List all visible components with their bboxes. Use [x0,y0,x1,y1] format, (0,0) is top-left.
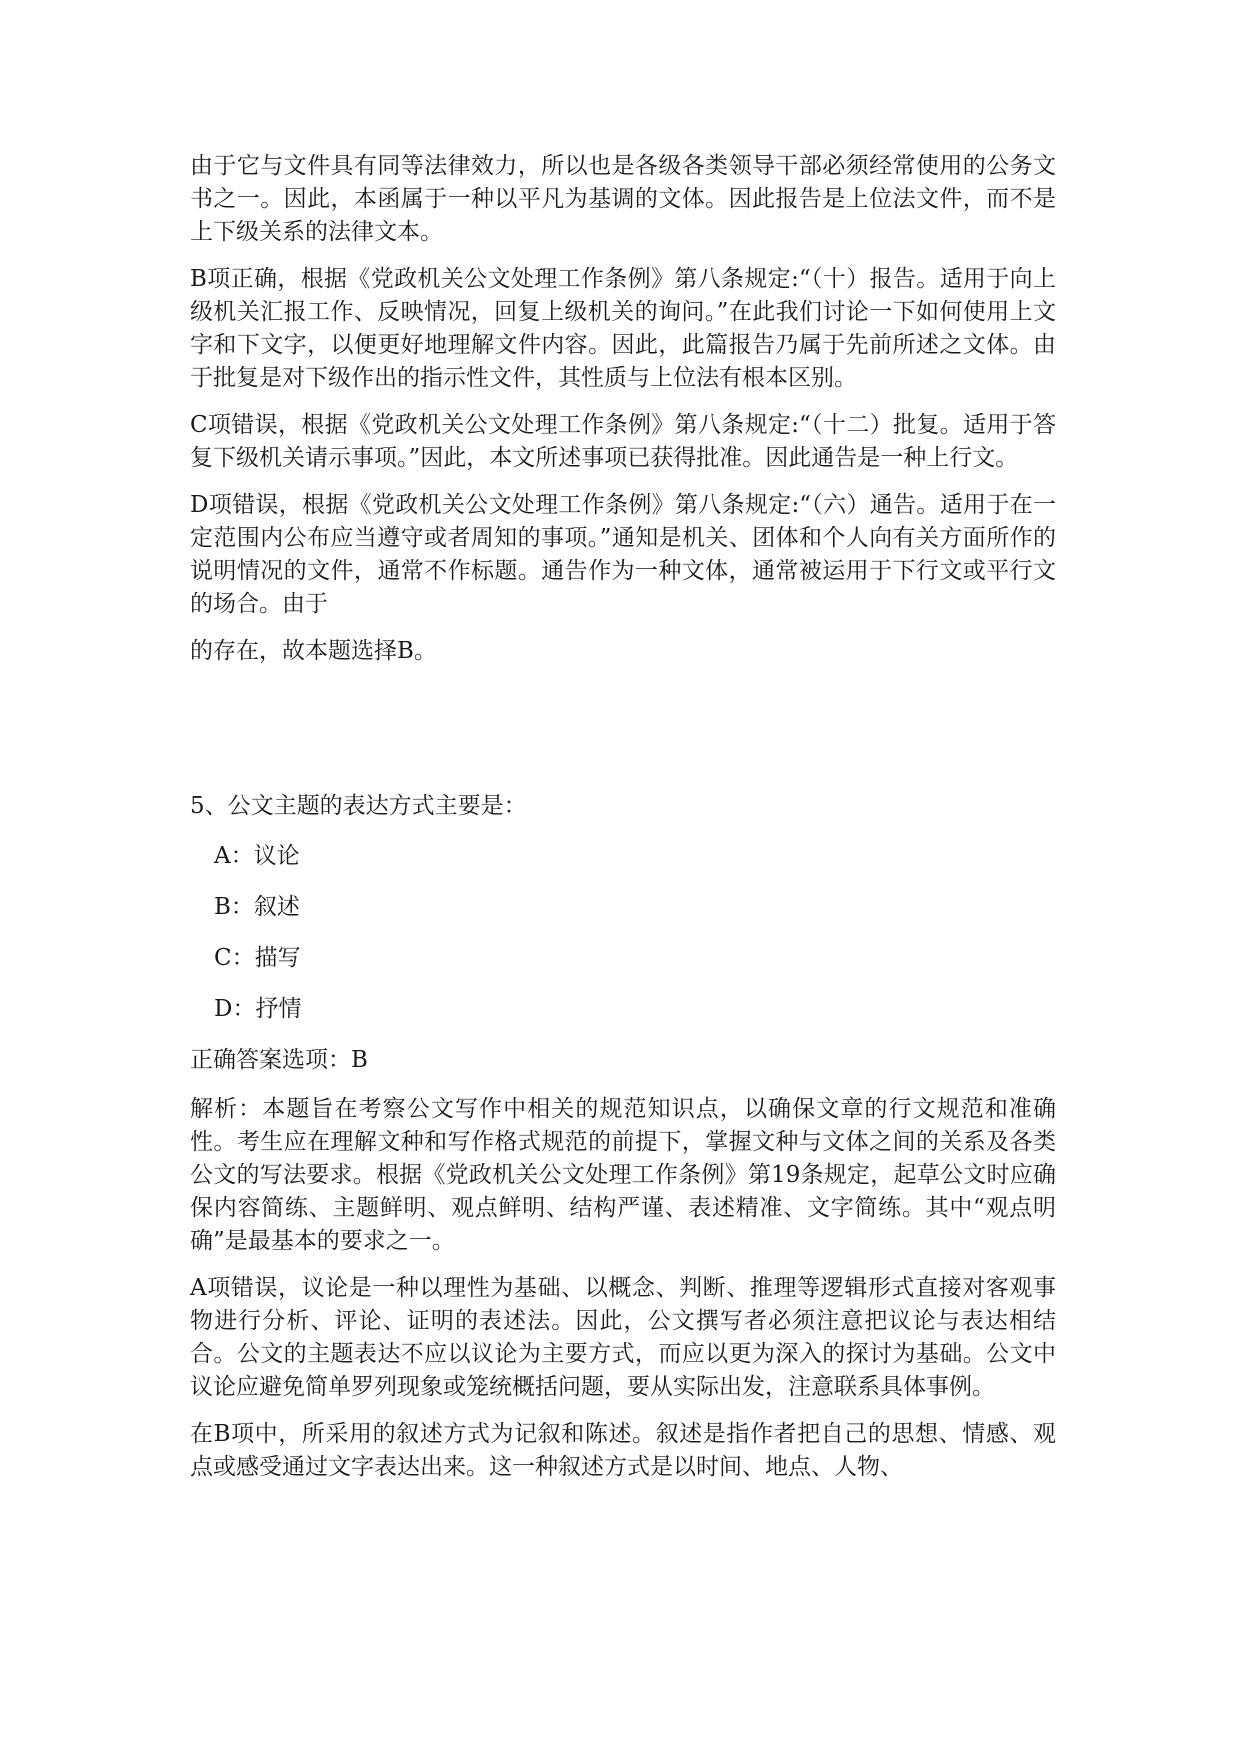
analysis-paragraph: 解析：本题旨在考察公文写作中相关的规范知识点，以确保文章的行文规范和准确性。考生应在理解文种和写作格式规范的前提下，掌握文种与文体之间的关系及各类公文的写法要求。根据《党政机关公文处理工作条例》第19条规定，起草公文时应确保内容简练、主题鲜明、观点鲜明、结构严谨、表述精准、文字简练。其中“观点明确”是最基本的要求之一。 [190,1096,1056,1254]
option-d-explanation: D项错误，根据《党政机关公文处理工作条例》第八条规定:“（六）通告。适用于在一定范围内公布应当遵守或者周知的事项。”通知是机关、团体和个人向有关方面所作的说明情况的文件，通常不作标题。通告作为一种文体，通常被运用于下行文或平行文的场合。由于 [190,492,1056,617]
option-b: B：叙述 [214,894,300,920]
option-a: A：议论 [214,843,300,869]
explanation-paragraph: 由于它与文件具有同等法律效力，所以也是各级各类领导干部必须经常使用的公务文书之一。因此，本函属于一种以平凡为基调的文体。因此报告是上位法文件，而不是上下级关系的法律文本。 [190,153,1056,245]
option-b-analysis: 在B项中，所采用的叙述方式为记叙和陈述。叙述是指作者把自己的思想、情感、观点或感受通过文字表达出来。这一种叙述方式是以时间、地点、人物、 [190,1421,1056,1480]
correct-answer: 正确答案选项：B [190,1047,368,1073]
option-b-explanation: B项正确，根据《党政机关公文处理工作条例》第八条规定:“（十）报告。适用于向上级机关汇报工作、反映情况，回复上级机关的询问。”在此我们讨论一下如何使用上文字和下文字，以便更好地理解文件内容。因此，此篇报告乃属于先前所述之文体。由于批复是对下级作出的指示性文件，其性质与上位法有根本区别。 [190,266,1056,391]
option-c: C：描写 [214,945,301,971]
document-page [190,150,1056,1710]
option-c-explanation: C项错误，根据《党政机关公文处理工作条例》第八条规定:“（十二）批复。适用于答复下级机关请示事项。”因此，本文所述事项已获得批准。因此通告是一种上行文。 [190,412,1056,471]
conclusion-paragraph: 的存在，故本题选择B。 [190,638,437,664]
option-d: D：抒情 [214,996,302,1022]
section-gap [190,682,1056,790]
question-title: 5、公文主题的表达方式主要是： [190,793,527,819]
option-a-analysis: A项错误，议论是一种以理性为基础、以概念、判断、推理等逻辑形式直接对客观事物进行分析、评论、证明的表述法。因此，公文撰写者必须注意把议论与表达相结合。公文的主题表达不应以议论为主要方式，而应以更为深入的探讨为基础。公文中议论应避免简单罗列现象或笼统概括问题，要从实际出发，注意联系具体事例。 [190,1275,1056,1400]
